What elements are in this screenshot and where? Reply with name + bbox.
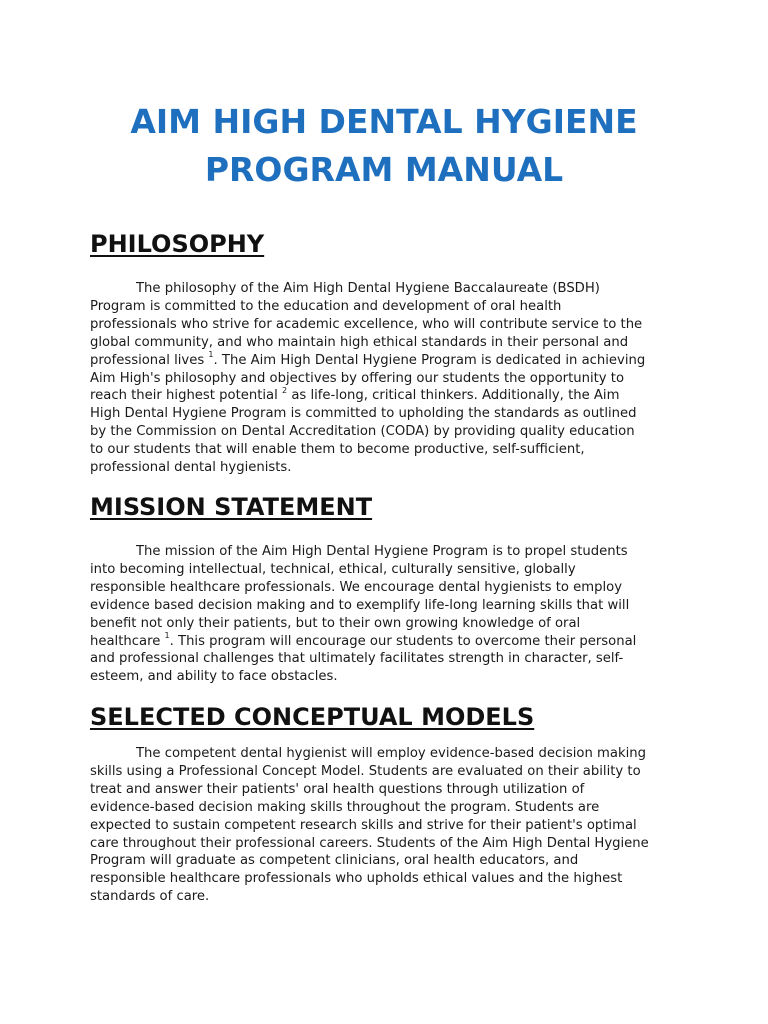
paragraph-line: Program will graduate as competent clinicians, oral health educators, and bbox=[90, 853, 579, 869]
paragraph-text: healthcare bbox=[90, 633, 161, 649]
document-title-line-2: PROGRAM MANUAL bbox=[204, 150, 564, 189]
paragraph-line: expected to sustain competent research skills and strive for their patient's optimal bbox=[90, 817, 637, 833]
paragraph-text: professional lives bbox=[90, 352, 205, 368]
paragraph-text: reach their highest potential bbox=[90, 388, 278, 404]
paragraph-line bbox=[90, 633, 690, 651]
paragraph-line: responsible healthcare professionals who upholds ethical values and the highest bbox=[90, 871, 623, 887]
footnote-ref: 1 bbox=[208, 350, 214, 360]
mission-statement-paragraph bbox=[90, 543, 690, 686]
paragraph-line: professional dental hygienists. bbox=[90, 460, 292, 476]
paragraph-line: evidence based decision making and to exemplify life-long learning skills that will bbox=[90, 597, 630, 613]
philosophy-heading: PHILOSOPHY bbox=[90, 230, 265, 258]
paragraph-text: as life-long, critical thinkers. Additionally, the Aim bbox=[291, 388, 620, 404]
paragraph-line: to our students that will enable them to become productive, self-sufficient, bbox=[90, 442, 585, 458]
document-title-line-1: AIM HIGH DENTAL HYGIENE bbox=[130, 102, 638, 141]
paragraph-line: Program is committed to the education and development of oral health bbox=[90, 298, 562, 314]
paragraph-line: global community, and who maintain high ethical standards in their personal and bbox=[90, 334, 629, 350]
document-title bbox=[40, 98, 728, 194]
paragraph-line bbox=[90, 352, 690, 370]
paragraph-line: by the Commission on Dental Accreditation (CODA) by providing quality education bbox=[90, 424, 635, 440]
conceptual-models-heading: SELECTED CONCEPTUAL MODELS bbox=[90, 703, 535, 731]
paragraph-line: and professional challenges that ultimately facilitates strength in character, self- bbox=[90, 651, 624, 667]
mission-statement-heading: MISSION STATEMENT bbox=[90, 493, 373, 521]
paragraph-line: standards of care. bbox=[90, 889, 210, 905]
paragraph-line bbox=[90, 387, 690, 405]
paragraph-line: treat and answer their patients' oral health questions through utilization of bbox=[90, 781, 585, 797]
paragraph-line: esteem, and ability to face obstacles. bbox=[90, 669, 338, 685]
paragraph-line: skills using a Professional Concept Model. Students are evaluated on their ability to bbox=[90, 763, 641, 779]
paragraph-line: Aim High's philosophy and objectives by offering our students the opportunity to bbox=[90, 370, 625, 386]
paragraph-line: The competent dental hygienist will employ evidence-based decision making bbox=[136, 746, 646, 761]
footnote-ref: 1 bbox=[164, 631, 170, 641]
paragraph-line: into becoming intellectual, technical, ethical, culturally sensitive, globally bbox=[90, 561, 576, 577]
footnote-ref: 2 bbox=[282, 386, 288, 396]
paragraph-line: High Dental Hygiene Program is committed to upholding the standards as outlined bbox=[90, 406, 637, 422]
paragraph-line: The philosophy of the Aim High Dental Hygiene Baccalaureate (BSDH) bbox=[136, 281, 600, 296]
paragraph-line: care throughout their professional careers. Students of the Aim High Dental Hygiene bbox=[90, 835, 649, 851]
paragraph-text: . This program will encourage our students to overcome their personal bbox=[169, 633, 637, 649]
paragraph-line: The mission of the Aim High Dental Hygiene Program is to propel students bbox=[136, 544, 628, 559]
paragraph-line: evidence-based decision making skills throughout the program. Students are bbox=[90, 799, 600, 815]
paragraph-line: professionals who strive for academic excellence, who will contribute service to the bbox=[90, 316, 643, 332]
philosophy-paragraph bbox=[90, 280, 690, 477]
paragraph-line: benefit not only their patients, but to their own growing knowledge of oral bbox=[90, 615, 581, 631]
paragraph-line: responsible healthcare professionals. We encourage dental hygienists to employ bbox=[90, 579, 623, 595]
conceptual-models-paragraph bbox=[90, 745, 690, 906]
paragraph-text: . The Aim High Dental Hygiene Program is dedicated in achieving bbox=[213, 352, 646, 368]
